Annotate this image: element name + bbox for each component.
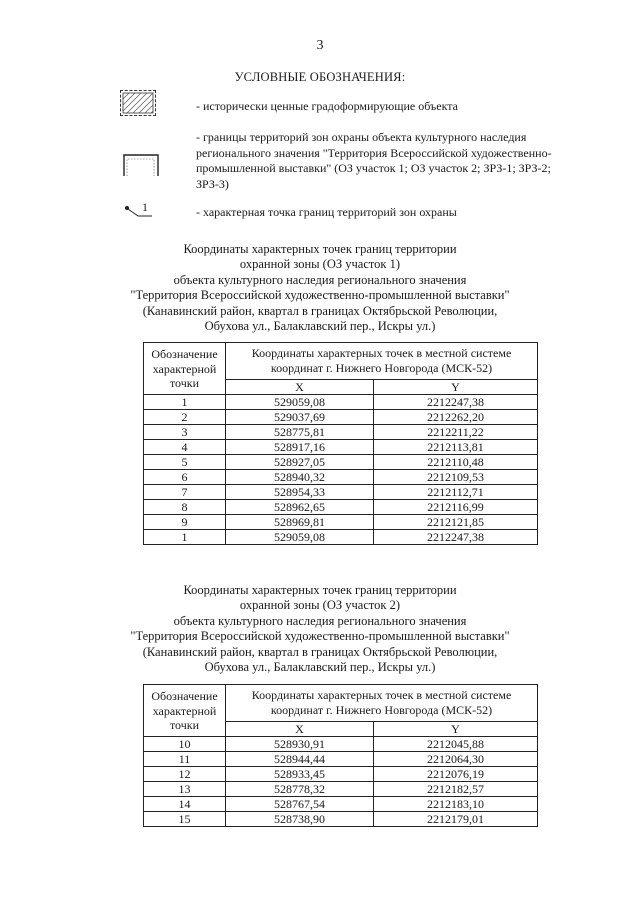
cell-y: 2212179,01 <box>374 812 538 827</box>
header-y: Y <box>374 722 538 737</box>
legend-item-characteristic-point: - характерная точка границ территорий зон охраны <box>196 205 457 219</box>
cell-y: 2212262,20 <box>374 410 538 425</box>
cell-x: 528933,45 <box>226 767 374 782</box>
heading-line: Обухова ул., Балаклавский пер., Искры ул.) <box>204 319 436 334</box>
cell-x: 528954,33 <box>226 485 374 500</box>
cell-point: 4 <box>144 440 226 455</box>
table-row <box>144 767 538 782</box>
heading-line: Координаты характерных точек границ территории <box>183 242 457 256</box>
cell-point: 9 <box>144 515 226 530</box>
legend-item-zone-boundaries: - границы территорий зон охраны объекта культурного наследия регионального значения "Территория Всероссийской художественно-промышленной выставки" (ОЗ участок 1; ОЗ участок 2; ЗРЗ-1; ЗРЗ-2; ЗРЗ-3) <box>196 130 552 191</box>
cell-y: 2212110,48 <box>374 455 538 470</box>
cell-y: 2212247,38 <box>374 395 538 410</box>
cell-x: 528775,81 <box>226 425 374 440</box>
cell-y: 2212247,38 <box>374 530 538 545</box>
header-point: Обозначение характерной точки <box>144 343 226 395</box>
cell-y: 2212064,30 <box>374 752 538 767</box>
cell-point: 15 <box>144 812 226 827</box>
legend-title: УСЛОВНЫЕ ОБОЗНАЧЕНИЯ: <box>234 70 406 84</box>
cell-point: 5 <box>144 455 226 470</box>
characteristic-point-label: 1 <box>142 200 148 214</box>
cell-x: 528767,54 <box>226 797 374 812</box>
heading-line: объекта культурного наследия регионального значения <box>173 272 467 287</box>
heading-line: охранной зоны (ОЗ участок 2) <box>239 598 401 613</box>
heading-line: "Территория Всероссийской художественно-промышленной выставки" <box>130 288 510 303</box>
cell-x: 528738,90 <box>226 812 374 827</box>
table-row <box>144 737 538 752</box>
hatched-area-icon <box>120 90 156 116</box>
table-row <box>144 812 538 827</box>
cell-x: 528778,32 <box>226 782 374 797</box>
table-row <box>144 455 538 470</box>
table-row <box>144 425 538 440</box>
cell-y: 2212211,22 <box>374 425 538 440</box>
cell-x: 528930,91 <box>226 737 374 752</box>
heading-line: Обухова ул., Балаклавский пер., Искры ул.) <box>204 660 436 675</box>
cell-x: 529037,69 <box>226 410 374 425</box>
cell-point: 13 <box>144 782 226 797</box>
heading-line: Координаты характерных точек границ территории <box>183 583 457 597</box>
table-row <box>144 410 538 425</box>
cell-x: 528962,65 <box>226 500 374 515</box>
cell-x: 528940,32 <box>226 470 374 485</box>
heading-line: "Территория Всероссийской художественно-промышленной выставки" <box>130 629 510 644</box>
cell-x: 529059,08 <box>226 395 374 410</box>
cell-point: 7 <box>144 485 226 500</box>
table-row <box>144 485 538 500</box>
table-row <box>144 500 538 515</box>
cell-x: 529059,08 <box>226 530 374 545</box>
table-row <box>144 515 538 530</box>
cell-y: 2212121,85 <box>374 515 538 530</box>
cell-point: 6 <box>144 470 226 485</box>
cell-point: 8 <box>144 500 226 515</box>
section-1-heading <box>0 242 640 334</box>
coordinates-table-1 <box>143 342 538 545</box>
cell-point: 11 <box>144 752 226 767</box>
header-x: X <box>226 722 374 737</box>
table-row <box>144 797 538 812</box>
cell-x: 528927,05 <box>226 455 374 470</box>
cell-point: 12 <box>144 767 226 782</box>
table-row <box>144 395 538 410</box>
cell-y: 2212183,10 <box>374 797 538 812</box>
characteristic-point-icon <box>124 202 164 218</box>
heading-line: охранной зоны (ОЗ участок 1) <box>239 257 401 272</box>
cell-x: 528969,81 <box>226 515 374 530</box>
table-row <box>144 470 538 485</box>
cell-point: 14 <box>144 797 226 812</box>
zone-boundary-icon <box>123 154 159 176</box>
cell-y: 2212045,88 <box>374 737 538 752</box>
page-number: 3 <box>316 38 324 53</box>
coordinates-table-2 <box>143 684 538 827</box>
header-point: Обозначение характерной точки <box>144 685 226 737</box>
heading-line: объекта культурного наследия регионального значения <box>173 613 467 628</box>
heading-line: (Канавинский район, квартал в границах Октябрьской Революции, <box>142 303 498 318</box>
header-x: X <box>226 380 374 395</box>
cell-y: 2212109,53 <box>374 470 538 485</box>
cell-point: 2 <box>144 410 226 425</box>
header-y: Y <box>374 380 538 395</box>
table-row <box>144 530 538 545</box>
heading-line: (Канавинский район, квартал в границах Октябрьской Революции, <box>142 644 498 659</box>
table-row <box>144 752 538 767</box>
header-coordinates: Координаты характерных точек в местной системе координат г. Нижнего Новгорода (МСК-52) <box>226 343 538 380</box>
cell-y: 2212113,81 <box>374 440 538 455</box>
cell-point: 1 <box>144 395 226 410</box>
header-coordinates: Координаты характерных точек в местной системе координат г. Нижнего Новгорода (МСК-52) <box>226 685 538 722</box>
cell-y: 2212182,57 <box>374 782 538 797</box>
cell-y: 2212112,71 <box>374 485 538 500</box>
cell-point: 3 <box>144 425 226 440</box>
cell-x: 528917,16 <box>226 440 374 455</box>
section-2-heading <box>0 583 640 675</box>
legend-item-historic-objects: - исторически ценные градоформирующие объекта <box>196 99 458 113</box>
cell-point: 10 <box>144 737 226 752</box>
table-row <box>144 782 538 797</box>
cell-y: 2212076,19 <box>374 767 538 782</box>
cell-x: 528944,44 <box>226 752 374 767</box>
cell-y: 2212116,99 <box>374 500 538 515</box>
cell-point: 1 <box>144 530 226 545</box>
table-row <box>144 440 538 455</box>
